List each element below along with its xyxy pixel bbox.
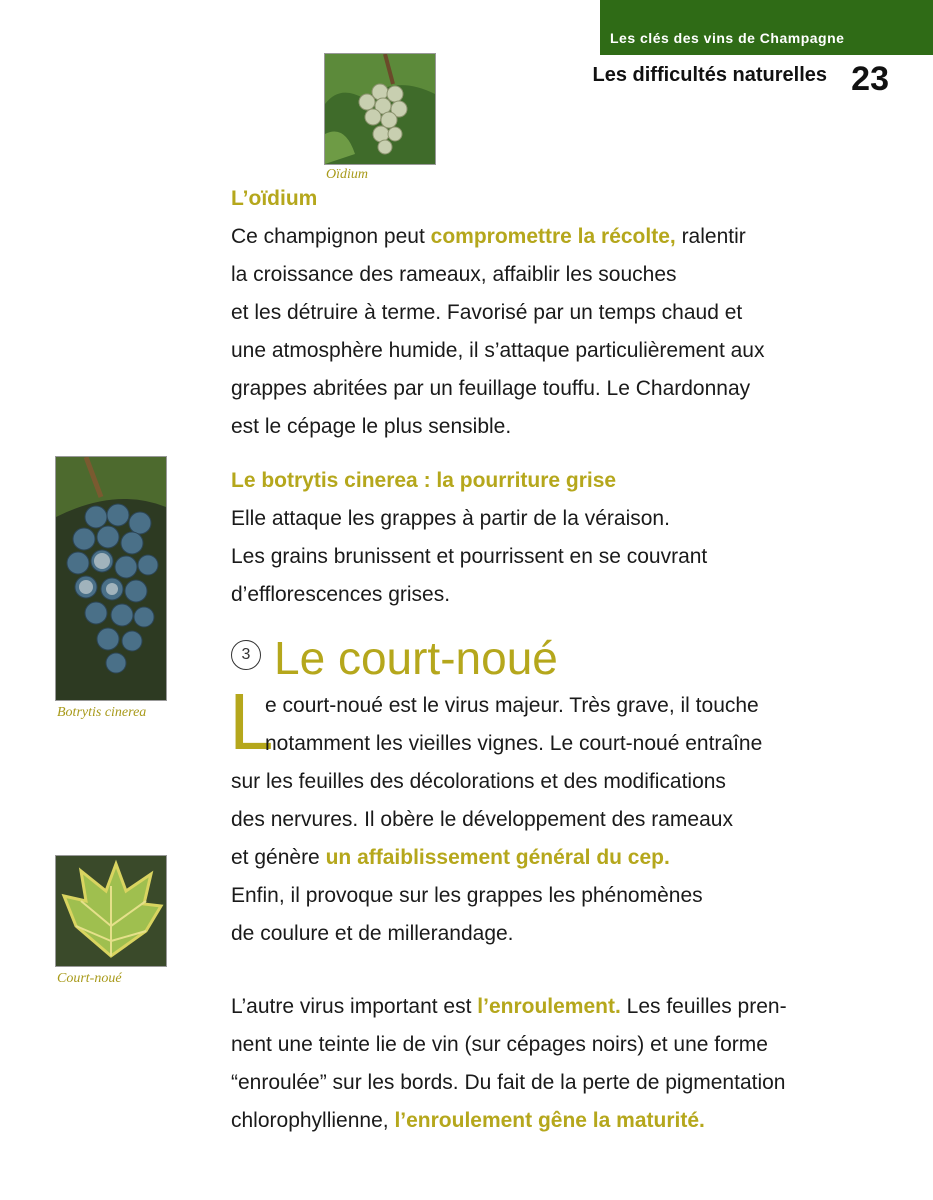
- botrytis-section: [231, 462, 831, 614]
- court-noue-photo: [55, 855, 167, 967]
- oidium-photo: [324, 53, 436, 165]
- oidium-line-2: la croissance des rameaux, affaiblir les souches: [231, 263, 677, 286]
- court-noue-line-7: de coulure et de millerandage.: [231, 922, 514, 945]
- botrytis-caption: Botrytis cinerea: [57, 705, 147, 720]
- rotten-grapes-icon: [56, 457, 166, 700]
- botrytis-paragraph: [231, 500, 831, 614]
- botrytis-line-1: Elle attaque les grappes à partir de la véraison.: [231, 507, 670, 530]
- text-run: Ce champignon peut: [231, 225, 431, 248]
- highlight-text: un affaiblissement général du cep.: [325, 846, 670, 869]
- section-title: Le court-noué: [274, 632, 558, 684]
- drop-cap: L: [229, 677, 274, 766]
- page-number: 23: [851, 60, 889, 98]
- court-noue-line-2: notamment les vieilles vignes. Le court-noué entraîne: [265, 732, 763, 755]
- grape-cluster-icon: [325, 54, 435, 164]
- oidium-section: [231, 180, 831, 446]
- oidium-line-3: et les détruire à terme. Favorisé par un temps chaud et: [231, 301, 743, 324]
- text-run: et génère: [231, 846, 326, 869]
- vine-leaf-icon: [56, 856, 166, 966]
- oidium-heading: L’oïdium: [231, 187, 318, 210]
- court-noue-paragraph: [231, 687, 831, 953]
- botrytis-line-2: Les grains brunissent et pourrissent en se couvrant: [231, 545, 708, 568]
- text-run: Les feuilles pren-: [620, 995, 787, 1018]
- court-noue-line-5: [231, 839, 831, 877]
- header-banner: [600, 0, 933, 55]
- court-noue-line-1: e court-noué est le virus majeur. Très grave, il touche: [265, 694, 759, 717]
- oidium-line-1: [231, 218, 831, 256]
- oidium-line-6: est le cépage le plus sensible.: [231, 415, 512, 438]
- enroulement-paragraph: [231, 988, 831, 1140]
- enroulement-line-2: nent une teinte lie de vin (sur cépages noirs) et une forme: [231, 1033, 768, 1056]
- text-run: chlorophyllienne,: [231, 1109, 395, 1132]
- chapter-title: Les difficultés naturelles: [592, 64, 827, 86]
- botrytis-photo: [55, 456, 167, 701]
- court-noue-line-4: des nervures. Il obère le développement des rameaux: [231, 808, 733, 831]
- enroulement-line-4: [231, 1102, 831, 1140]
- section-number: 3: [231, 640, 261, 670]
- oidium-line-4: une atmosphère humide, il s’attaque particulièrement aux: [231, 339, 765, 362]
- enroulement-section: [231, 988, 831, 1140]
- oidium-paragraph: [231, 218, 831, 446]
- highlight-text: l’enroulement gêne la maturité.: [394, 1109, 705, 1132]
- text-run: ralentir: [675, 225, 746, 248]
- text-run: L’autre virus important est: [231, 995, 478, 1018]
- court-noue-line-6: Enfin, il provoque sur les grappes les phénomènes: [231, 884, 703, 907]
- botrytis-line-3: d’efflorescences grises.: [231, 583, 451, 606]
- botrytis-heading: Le botrytis cinerea : la pourriture grise: [231, 469, 617, 492]
- court-noue-line-3: sur les feuilles des décolorations et des modifications: [231, 770, 726, 793]
- highlight-text: compromettre la récolte,: [430, 225, 676, 248]
- highlight-text: l’enroulement.: [477, 995, 621, 1018]
- court-noue-caption: Court-noué: [57, 971, 122, 986]
- enroulement-line-1: [231, 988, 831, 1026]
- oidium-caption: Oïdium: [326, 167, 368, 182]
- enroulement-line-3: “enroulée” sur les bords. Du fait de la perte de pigmentation: [231, 1071, 786, 1094]
- court-noue-body: [231, 687, 831, 953]
- banner-text: Les clés des vins de Champagne: [610, 30, 845, 46]
- oidium-line-5: grappes abritées par un feuillage touffu. Le Chardonnay: [231, 377, 751, 400]
